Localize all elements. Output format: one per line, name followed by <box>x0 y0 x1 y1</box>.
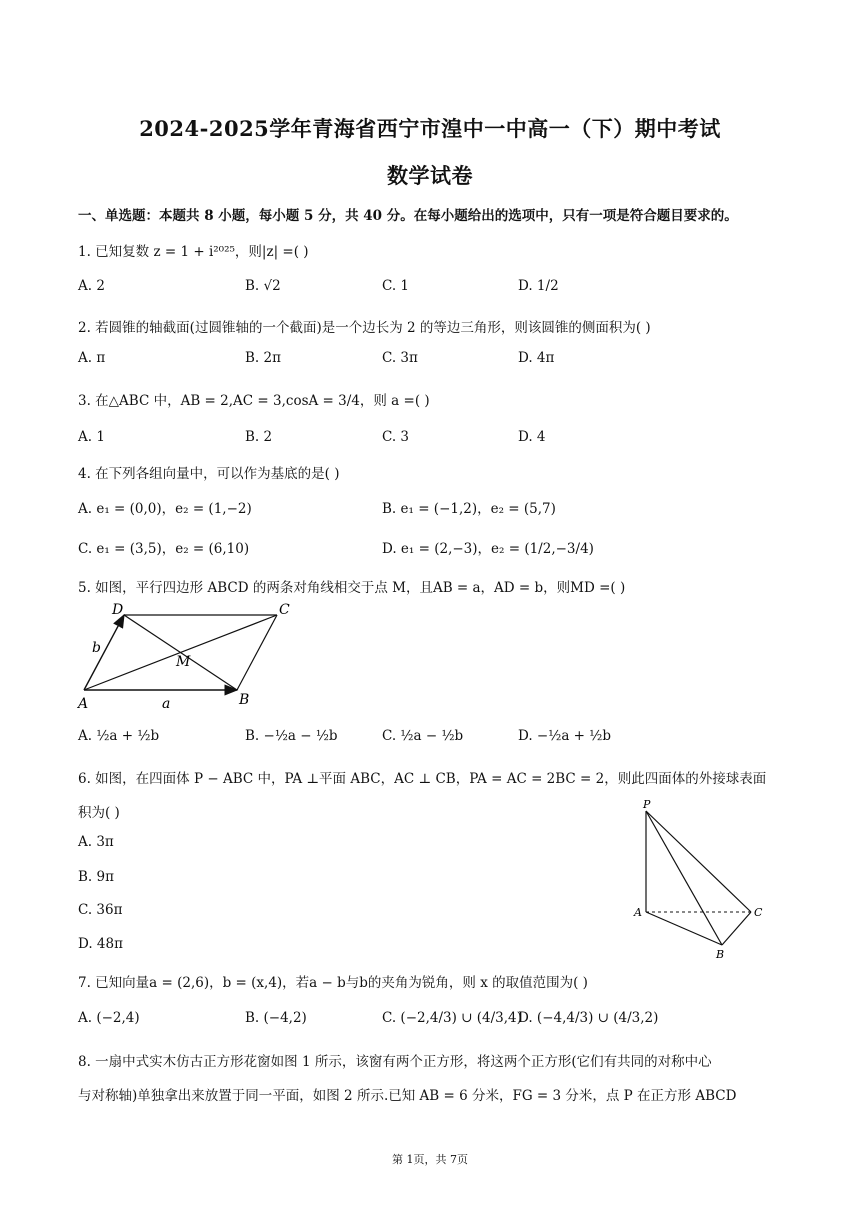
q7-option-a: A. (−2,4) <box>78 1010 140 1026</box>
q7-option-d: D. (−4,4/3) ∪ (4/3,2) <box>518 1010 659 1026</box>
q7-option-b: B. (−4,2) <box>245 1010 307 1026</box>
q2-option-b: B. 2π <box>245 350 281 366</box>
q5-option-d: D. −½a + ½b <box>518 728 611 744</box>
q4-option-d: D. e₁ = (2,−3)，e₂ = (1/2,−3/4) <box>382 541 594 557</box>
q1-option-c: C. 1 <box>382 278 410 294</box>
q4-option-a: A. e₁ = (0,0)，e₂ = (1,−2) <box>78 501 252 517</box>
tetrahedron-figure <box>630 796 775 964</box>
label-b: b <box>92 640 101 656</box>
q6-option-b: B. 9π <box>78 869 114 885</box>
parallelogram-figure <box>74 598 304 716</box>
question-8-stem-line2: 与对称轴)单独拿出来放置于同一平面，如图 2 所示.已知 AB = 6 分米，FG = 3 分米，点 P 在正方形 ABCD <box>78 1088 737 1104</box>
q3-option-c: C. 3 <box>382 429 410 445</box>
label-P: P <box>643 798 651 811</box>
question-4-stem: 4. 在下列各组向量中，可以作为基底的是( ) <box>78 466 340 482</box>
q6-option-d: D. 48π <box>78 936 123 952</box>
q4-option-b: B. e₁ = (−1,2)，e₂ = (5,7) <box>382 501 556 517</box>
page-footer: 第 1页，共 7页 <box>392 1153 468 1166</box>
q2-option-a: A. π <box>78 350 106 366</box>
q3-option-d: D. 4 <box>518 429 546 445</box>
question-1-stem: 1. 已知复数 z = 1 + i²⁰²⁵，则|z| =( ) <box>78 244 309 260</box>
question-6-stem-line2: 积为( ) <box>78 805 120 821</box>
q2-option-c: C. 3π <box>382 350 418 366</box>
q2-option-d: D. 4π <box>518 350 555 366</box>
q1-option-d: D. 1/2 <box>518 278 559 294</box>
question-2-stem: 2. 若圆锥的轴截面(过圆锥轴的一个截面)是一个边长为 2 的等边三角形，则该圆锥的侧面积为( ) <box>78 320 651 336</box>
label-a: a <box>162 696 171 712</box>
label-A-tetra: A <box>634 906 642 919</box>
q3-option-a: A. 1 <box>78 429 105 445</box>
question-5-stem: 5. 如图，平行四边形 ABCD 的两条对角线相交于点 M，且AB = a，AD = b，则MD =( ) <box>78 580 626 596</box>
label-C: C <box>279 602 290 618</box>
question-8-stem-line1: 8. 一扇中式实木仿古正方形花窗如图 1 所示，该窗有两个正方形，将这两个正方形(它们有共同的对称中心 <box>78 1054 712 1070</box>
label-B: B <box>239 692 250 708</box>
q4-option-c: C. e₁ = (3,5)，e₂ = (6,10) <box>78 541 250 557</box>
question-3-stem: 3. 在△ABC 中，AB = 2,AC = 3,cosA = 3/4，则 a =( ) <box>78 393 430 409</box>
q6-option-a: A. 3π <box>78 834 114 850</box>
q5-option-a: A. ½a + ½b <box>78 728 160 744</box>
q1-option-b: B. √2 <box>245 278 281 294</box>
exam-subtitle: 数学试卷 <box>387 163 473 188</box>
label-A: A <box>78 696 89 712</box>
label-D: D <box>112 602 124 618</box>
q5-option-b: B. −½a − ½b <box>245 728 338 744</box>
section-heading: 一、单选题：本题共 8 小题，每小题 5 分，共 40 分。在每小题给出的选项中，只有一项是符合题目要求的。 <box>78 208 738 224</box>
q1-option-a: A. 2 <box>78 278 105 294</box>
question-6-stem-line1: 6. 如图，在四面体 P − ABC 中，PA ⊥平面 ABC，AC ⊥ CB，PA = AC = 2BC = 2，则此四面体的外接球表面 <box>78 771 767 787</box>
exam-title: 2024-2025学年青海省西宁市湟中一中高一（下）期中考试 <box>139 116 721 141</box>
question-7-stem: 7. 已知向量a = (2,6)，b = (x,4)，若a − b与b的夹角为锐角，则 x 的取值范围为( ) <box>78 975 588 991</box>
q5-option-c: C. ½a − ½b <box>382 728 464 744</box>
q6-option-c: C. 36π <box>78 902 123 918</box>
q3-option-b: B. 2 <box>245 429 273 445</box>
label-C-tetra: C <box>754 906 763 919</box>
q7-option-c: C. (−2,4/3) ∪ (4/3,4) <box>382 1010 522 1026</box>
label-B-tetra: B <box>716 948 725 961</box>
label-M: M <box>176 654 191 670</box>
